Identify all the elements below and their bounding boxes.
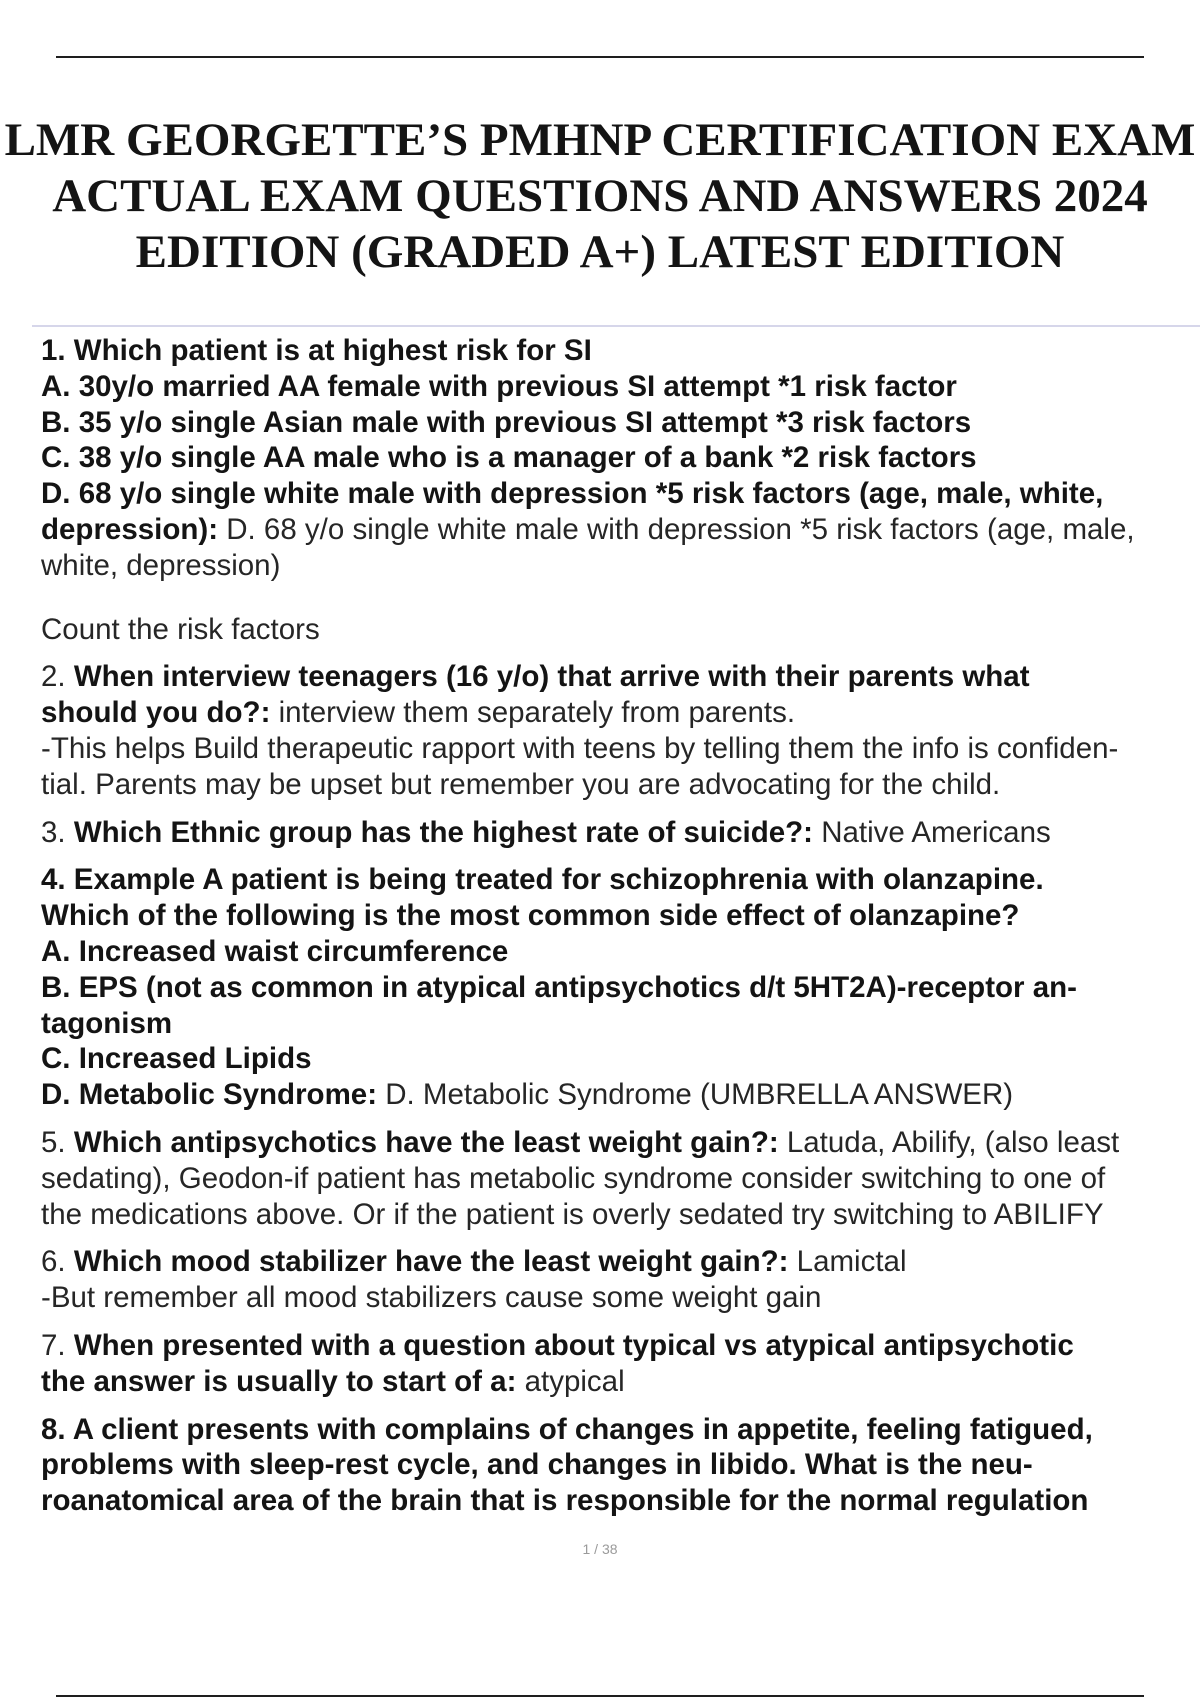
question-block-7 — [41, 1328, 1200, 1400]
question-6-number: 6. — [41, 1245, 74, 1279]
question-3-answer: Native Americans — [813, 815, 1051, 849]
question-1-text: 1. Which patient is at highest risk for SI — [41, 334, 592, 367]
question-7-line-2 — [41, 1364, 1200, 1400]
document-body — [41, 333, 1200, 1528]
question-7-answer: atypical — [516, 1364, 625, 1398]
question-3-text: Which Ethnic group has the highest rate of suicide?: — [73, 815, 813, 849]
question-7-number: 7. — [41, 1328, 74, 1362]
question-5-answer-cont-1: sedating), Geodon-if patient has metabolic syndrome consider switching to one of — [41, 1161, 1106, 1195]
spacer — [41, 584, 1200, 612]
question-6-answer: Lamictal — [788, 1245, 907, 1279]
question-6-line — [41, 1244, 1200, 1280]
title-line-2: ACTUAL EXAM QUESTIONS AND ANSWERS 2024 — [52, 170, 1148, 222]
question-2-text: When interview teenagers (16 y/o) that arrive with their parents what — [73, 660, 1030, 694]
question-4-option-b-cont: tagonism — [41, 1006, 173, 1040]
question-4-option-c: C. Increased Lipids — [41, 1042, 312, 1076]
question-7-text: When presented with a question about typical vs atypical antipsychotic — [73, 1328, 1074, 1362]
page-number: 1 / 38 — [582, 1541, 618, 1557]
question-1-option-b: B. 35 y/o single Asian male with previous SI attempt *3 risk factors — [41, 405, 972, 439]
question-8-text: 8. A client presents with complains of changes in appetite, feeling fatigued, — [41, 1412, 1093, 1446]
question-4-answer: D. Metabolic Syndrome (UMBRELLA ANSWER) — [377, 1078, 1014, 1112]
question-1-answer-line — [41, 512, 1200, 548]
question-4-option-a: A. Increased waist circumference — [41, 934, 509, 968]
question-2-answer: interview them separately from parents. — [270, 696, 796, 730]
question-7-text-cont: the answer is usually to start of a: — [41, 1364, 517, 1398]
bottom-rule — [56, 1695, 1144, 1697]
question-1-option-d: D. 68 y/o single white male with depression *5 risk factors (age, male, white, — [41, 477, 1104, 511]
question-4-answer-line — [41, 1077, 1200, 1113]
question-4-text: 4. Example A patient is being treated for schizophrenia with olanzapine. — [41, 863, 1044, 897]
top-rule — [56, 56, 1144, 58]
question-block-1 — [41, 333, 1200, 647]
question-5-number: 5. — [41, 1125, 74, 1159]
question-6-note: -But remember all mood stabilizers cause some weight gain — [41, 1281, 822, 1315]
question-block-2 — [41, 659, 1200, 802]
question-6-text: Which mood stabilizer have the least weight gain?: — [73, 1245, 789, 1279]
question-5-text: Which antipsychotics have the least weight gain?: — [73, 1125, 779, 1159]
question-2-line-2 — [41, 695, 1200, 731]
question-block-6 — [41, 1244, 1200, 1316]
question-8-text-cont-1: problems with sleep-rest cycle, and changes in libido. What is the neu- — [41, 1448, 1033, 1482]
question-3-line — [41, 815, 1200, 851]
question-1-answer-cont: white, depression) — [41, 548, 281, 582]
question-1-answer: D. 68 y/o single white male with depression *5 risk factors (age, male, — [218, 512, 1135, 546]
question-1-option-d-cont: depression): — [41, 512, 219, 546]
question-3-number: 3. — [41, 815, 74, 849]
question-5-answer: Latuda, Abilify, (also least — [778, 1125, 1120, 1159]
question-2-explanation-2: tial. Parents may be upset but remember you are advocating for the child. — [41, 767, 1001, 801]
question-4-option-b: B. EPS (not as common in atypical antipsychotics d/t 5HT2A)-receptor an- — [41, 970, 1077, 1004]
question-block-5 — [41, 1125, 1200, 1232]
title-line-3: EDITION (GRADED A+) LATEST EDITION — [135, 226, 1065, 278]
question-2-line-1 — [41, 659, 1200, 695]
question-7-line-1 — [41, 1328, 1200, 1364]
question-5-answer-cont-2: the medications above. Or if the patient is overly sedated try switching to ABILIFY — [41, 1197, 1104, 1231]
question-1-note: Count the risk factors — [41, 612, 320, 646]
question-2-text-cont: should you do?: — [41, 696, 271, 730]
question-2-number: 2. — [41, 660, 74, 694]
question-4-option-d: D. Metabolic Syndrome: — [41, 1078, 378, 1112]
question-block-3 — [41, 815, 1200, 851]
question-2-explanation-1: -This helps Build therapeutic rapport with teens by telling them the info is confiden- — [41, 731, 1119, 765]
question-5-line-1 — [41, 1125, 1200, 1161]
document-title — [0, 112, 1200, 280]
question-block-8 — [41, 1412, 1200, 1519]
question-block-4 — [41, 862, 1200, 1113]
question-4-text-cont: Which of the following is the most common side effect of olanzapine? — [41, 899, 1020, 933]
question-1-option-c: C. 38 y/o single AA male who is a manager of a bank *2 risk factors — [41, 441, 977, 475]
title-line-1: LMR GEORGETTE’S PMHNP CERTIFICATION EXAM — [4, 114, 1196, 166]
title-divider — [32, 325, 1200, 327]
question-1-option-a: A. 30y/o married AA female with previous SI attempt *1 risk factor — [41, 369, 957, 403]
question-8-text-cont-2: roanatomical area of the brain that is responsible for the normal regulation — [41, 1484, 1089, 1518]
